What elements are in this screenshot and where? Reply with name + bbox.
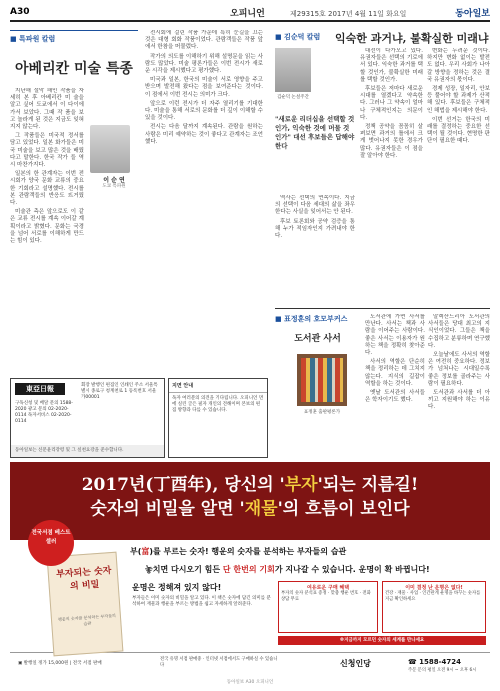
- paragraph: 오늘날에도 사서의 역할은 여전히 중요하다. 정보가 넘쳐나는 시대일수록 좋은 정보를 골라주는 사람이 필요하다.: [428, 352, 490, 387]
- ad-subheadline: [130, 546, 490, 557]
- page-header: [10, 4, 490, 22]
- paragraph: 일본의 한 관계자는 이번 전시회가 양국 문화 교류의 중요한 기회라고 설명했다. 전시를 본 관람객들의 반응도 뜨거웠다.: [10, 171, 84, 207]
- paragraph: 변화는 두려운 것이다. 하지만 변화 없이는 발전도 없다. 우리 사회가 나아갈 방향을 정하는 것은 결국 유권자의 몫이다.: [427, 48, 490, 83]
- paragraph: 정책 공약을 꼼꼼히 살펴보면 과거의 틀에서 크게 벗어나지 못한 경우가 많다. 유권자들은 이 점을 잘 알아야 한다.: [360, 124, 423, 159]
- ad-text: '되는 지름길!: [317, 475, 419, 495]
- order-hours: 주문 문의 평일 오전 9시 ~ 오후 6시: [408, 668, 477, 673]
- paragraph: 전시회에 걸린 작품 가운데 특히 눈길을 끄는 것은 대형 회화 작품이었다. 관람객들은 작품 앞에서 한참을 머물렀다.: [145, 30, 263, 51]
- notice-box: [168, 378, 268, 458]
- benefit-lines: 부자의 숫자 분석표 증정 · 맞춤 행운 번호 · 전화 상담 무료: [281, 591, 371, 602]
- editorial-body-2: [360, 48, 423, 304]
- column-headline: 아베리칸 미술 특종: [15, 61, 133, 77]
- editorial-title: 익숙한 과거냐, 불확실한 미래냐: [335, 32, 489, 45]
- section-name: 오피니언: [230, 9, 265, 19]
- paragraph: 미국과 일본, 한국의 미술이 서로 영향을 주고받으며 발전해 왔다는 점을 보여준다는 것이다. 이 점에서 이번 전시는 의미가 크다.: [145, 77, 263, 98]
- pull-quote: "새로운 리더십을 선택할 것인가, 익숙한 것에 머물 것인가" 대선 후보들은 답해야 한다: [275, 115, 355, 150]
- ethics-note: 동아일보는 신문윤리강령 및 그 실천요강을 준수합니다.: [11, 445, 164, 457]
- bookshelf-illustration: [297, 354, 347, 406]
- ad-text: 2017년(丁酉年), 당신의 ': [81, 475, 285, 495]
- paragraph: 이번 선거는 한국의 미래를 결정하는 중요한 선택이 될 것이다. 현명한 판단이 필요한 때다.: [427, 116, 490, 145]
- paragraph: 후보들은 저마다 새로운 시대를 열겠다고 약속한다. 그러나 그 약속이 얼마나 구체적인지는 의문이다.: [360, 86, 423, 121]
- promise-lines: 건강 · 재물 · 사업 · 인간관계 운명을 바꾸는 숫자를 지금 확인하세요: [385, 591, 481, 602]
- publisher-logo: 신청인당: [340, 659, 371, 668]
- columnist-photo: [275, 48, 311, 92]
- benefit-box: [278, 581, 378, 633]
- paragraph: 알렉산드리아 도서관의 사서들은 당대 최고의 지식인이었다. 그들은 책을 수집하고 분류하며 연구했다.: [428, 314, 490, 349]
- page-number: A30: [10, 7, 30, 17]
- author-photo: [90, 125, 130, 173]
- paragraph: 도서관과 사서를 더 아끼고 지원해야 하는 이유다.: [428, 390, 490, 411]
- author-name: 이 순 연: [103, 177, 125, 184]
- publisher-info: 회장 발행인 편집인 인쇄인 주소 서울특별시 종로구 청계천로 1 등록번호 서울 가00001: [81, 383, 158, 400]
- paragraph: 작가의 의도를 이해하기 위해 설명문을 읽는 사람도 많았다. 미술 평론가들은 이번 전시가 새로운 시각을 제시했다고 평가했다.: [145, 53, 263, 75]
- contact-info: 구독신청 및 배달 문의 1588-2020 광고 문의 02-2020-0114 독자서비스 02-2020-0114: [15, 401, 73, 424]
- ad-text: )를 부르는 숫자! 행운의 숫자를 분석하는 부자들의 습관: [149, 547, 347, 556]
- ad-slogan: 운명은 정해져 있지 않다!: [132, 583, 222, 592]
- newspaper-logo: 동아일보: [455, 9, 490, 19]
- paragraph: 그 작품들은 미국적 정서를 담고 있었다. 일본 화가들은 미국 미술을 보고 많은 것을 배웠다고 말한다. 한국 작가 들 역시 마찬가지다.: [10, 133, 84, 169]
- paragraph: 사서의 역할은 단순히 책을 정리하는 데 그치지 않는다. 지식의 길잡이 역할을 하는 것이다.: [365, 359, 425, 387]
- paragraph: 경제 성장, 일자리, 안보 등 풀어야 할 과제가 산적해 있다. 후보들은 구체적인 해법을 제시해야 한다.: [427, 86, 490, 114]
- book-cover: [47, 552, 124, 657]
- issue-date: 제29315호 2017년 4월 11일 화요일: [290, 10, 407, 18]
- column-tag: ■ 특파원 칼럼: [10, 30, 138, 44]
- ad-text: 놓치면 다시오기 힘든: [145, 565, 223, 574]
- ad-highlight: 부자: [284, 475, 318, 495]
- masthead-logo: 東亞日報: [15, 383, 65, 395]
- bestseller-badge: 전국서점 베스트 셀러: [28, 520, 74, 566]
- column-body: [10, 88, 84, 408]
- paragraph: 미술관 측은 앞으로도 이 같은 교류 전시를 계속 이어갈 계획이라고 밝혔다. 문화는 국경을 넘어 서로를 이해하게 만드는 힘이 있다.: [10, 209, 84, 245]
- notice-text: 독자 여러분의 의견을 기다립니다. 오피니언 면에 실린 글은 필자 개인의 견해이며 본보의 편집 방향과 다를 수 있습니다.: [172, 396, 264, 413]
- editorial-tag: ■ 김순덕 칼럼: [275, 33, 321, 41]
- ad-headline-1: [10, 470, 490, 495]
- book-column-tag: ■ 표정훈의 호모부커스: [275, 315, 348, 323]
- ad-availability: 전국 유명 서점 판매중 · 인터넷 서점에서도 구매하실 수 있습니다: [160, 657, 278, 668]
- ad-text: 가 지나갈 수 있습니다. 운명이 확 바뀝니다!: [274, 565, 430, 574]
- paragraph: 앞으로 이런 전시가 더 자주 열리기를 기대한다. 미술을 통해 서로의 문화를 더 깊이 이해할 수 있을 것이다.: [145, 100, 263, 122]
- book-column: [275, 308, 490, 458]
- ad-stripe: ※지금까지 모르던 숫자의 세계를 만나세요: [278, 636, 486, 645]
- book-cover-title: 부자되는 숫자의 비밀: [55, 566, 112, 592]
- promise-box: [382, 581, 486, 633]
- ad-price: ▣ 발행일 정가 15,000원 | 전국 서점 판매: [18, 661, 102, 666]
- promise-title: 이미 결정 난 운명은 없다!: [405, 585, 463, 591]
- author-title: 도쿄 특파원: [102, 184, 126, 189]
- correspondent-column-continued: [145, 30, 263, 375]
- benefit-title: 여유로운 구매 혜택: [306, 585, 350, 591]
- order-phone: ☎ 1588-4724: [408, 658, 462, 666]
- ad-highlight: 재물: [244, 499, 278, 519]
- notice-title: 지면 안내: [169, 379, 267, 393]
- editorial-body-1: [275, 195, 355, 305]
- paragraph: 전시는 다음 달까지 계속된다. 관람을 원하는 사람은 미리 예약하는 것이 좋다고 관계자는 조언했다.: [145, 124, 263, 145]
- book-body-1: [365, 314, 425, 454]
- page-footer: 동아일보 A30 오피니언: [226, 680, 274, 685]
- book-column-title: 도서관 사서: [294, 334, 341, 344]
- paragraph: 역사는 선택의 연속이다. 지금의 선택이 다음 세대의 삶을 좌우한다는 사실을 잊어서는 안 된다.: [275, 195, 355, 216]
- ad-description: 부자들은 이미 숫자의 비밀을 알고 있다. 이 책은 숫자에 담긴 의미를 분석하여 재물과 행운을 부르는 방법을 쉽고 자세하게 알려준다.: [132, 596, 271, 607]
- paragraph: 대선이 다가오고 있다. 유권자들은 선택의 기로에 서 있다. 익숙한 과거를 택할 것인가, 불확실한 미래를 택할 것인가.: [360, 48, 423, 83]
- paragraph: 옛날 도서관의 사서들은 학자이기도 했다.: [365, 390, 425, 404]
- book-author: 표정훈 출판평론가: [303, 410, 341, 415]
- editorial-body-3: [427, 48, 490, 304]
- ad-headline-2: [10, 494, 490, 519]
- paragraph: 도서관에 가면 사서를 만난다. 사서는 책과 사람을 이어주는 사람이다. 좋은 사서는 이용자가 원하는 책을 정확히 찾아준다.: [365, 314, 425, 357]
- book-cover-subtitle: 행운의 숫자를 분석하는 부자들의 습관: [57, 612, 116, 627]
- ad-highlight: 富: [141, 547, 150, 556]
- masthead-box: [10, 378, 165, 458]
- paragraph: 후보 토론회와 공약 검증을 통해 누가 적임자인지 가려내야 한다.: [275, 218, 355, 240]
- ad-tagline: [145, 564, 490, 575]
- book-body-2: [428, 314, 490, 454]
- ad-text: 부(: [130, 547, 142, 556]
- paragraph: 지난해 설악 해인 작품을 자세히 본 후 아베리칸 미 술을 알고 싶어 도쿄에서 이 다이에 가서 보았다. 그때 작 품을 보고 놀라게 된 것은 지금도 잊혀지지 않는다.: [10, 88, 84, 131]
- ad-text: '의 흐름이 보인다: [277, 499, 410, 519]
- ad-text: 숫자의 비밀을 알면 ': [90, 499, 245, 519]
- ad-footer: [10, 652, 490, 676]
- book-advertisement: [10, 462, 490, 676]
- ad-highlight: 단 한번의 기회: [222, 565, 275, 574]
- columnist-name: 김순덕 논설주간: [277, 95, 309, 100]
- editorial-header: [275, 30, 490, 44]
